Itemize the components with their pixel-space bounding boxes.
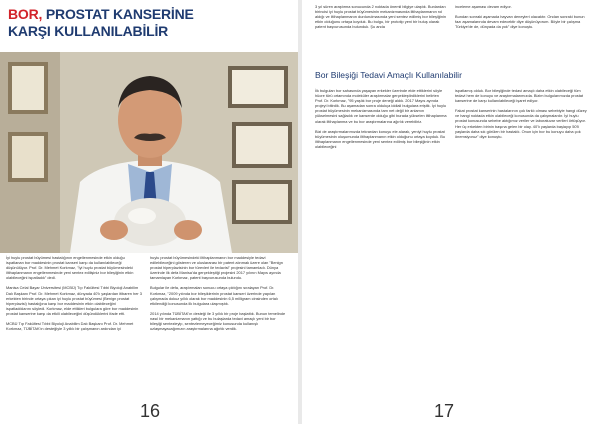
certificate-paper: [12, 66, 44, 110]
paragraph: Fakat prostat kanserinin hastalarının çok farklı olması sebebiyle hangi düzey ve hangi noktada etkin olabileceği konusunda da çalışmalardır. İyi huylu prostat konusunda sebebe aktığımız veriler ve laboratuvar verileri örtüşüyor. Her üç erkekten birinin başına gelen bir olay. 40'lı yaşlarda başlayıp 50'li yaşlarda daha sık görülen bir hastalık. Onun için bor bu konuyu daha çok önemsiyoruz" diye konuştu.: [455, 108, 587, 139]
paragraph: huylu prostat büyümesindeki iltihaplanmanın bor maddesiyle tedavi edilebileceğini gösteren ve uluslararası bir patent alınmak üzere olan "Benign prostat hiperplazisinin bor türevleri ile tedavisi" projesini tamamladı. Dünya üzerinde ilk defa Manisa'da gerçekleştiği projesini 2017 yılının Mayıs ayında tamamlayan Korkmaz, patent başvurusunda bulundu.: [150, 255, 283, 281]
title-rest: PROSTAT KANSERİNE KARŞI KULLANILABİLİR: [8, 6, 194, 39]
right-column-1-top: [315, 4, 447, 34]
right-hand: [174, 220, 202, 240]
paragraph: Bundan sonraki aşamada hayvan deneyleri olacaktır. Ondan sonraki bunun fazı aşamalarında devam edecektir diye düşünüyorum. Böyle bir çalışma Türkiye'de de, dünyada da yok" diye konuştu.: [455, 14, 585, 30]
right-column-1-bottom: [315, 88, 447, 154]
right-page: [302, 0, 600, 424]
left-column-1: [6, 255, 142, 336]
paragraph: Bulgular ile defa, araştırmaları sonucu ortaya çıktığını sıralayan Prof. Dr. Korkmaz, "2009 yılında bor bileşiklerinin prostat kanseri üzerinde yapılan çalışmada dokuz yıllık olarak bor maddesinin 6,5 milligram cinsinden ortalı etkilendiği konusunda ilk bulgulara ulaşmıştık.: [150, 285, 278, 306]
certificate-paper-2: [12, 136, 44, 178]
paragraph: 2014 yılında TÜBİTAK'ın desteği ile 3 yıllık bir proje başlattık. Bunun temelinde nasıl bir mekanizmanın yattığı ve bu bulaşlarda tedavi amaçlı yeni bir bor bileşiği sentezleyip, sentezlemeyeceğimiz konusunda kullanışlı uzlaşmayacağımızın araştırmalarına ağırlık verdik.: [150, 310, 286, 332]
right-column-2-top: [455, 4, 591, 34]
certificate-paper-5: [236, 184, 288, 220]
paragraph: 3 yıl süren araştırma sonucunda 2 noktada önemli bilgiye ulaştık. Bunlardan birincisi iyi huylu prostat büyümesinin mekanizmasında iltihaplanmanın rol aldığı ve iltihaplanmanın durdurulmasında yeni sentez edilmiş bor bileşiğinin etkin olduğunu ortaya koyduk. Bu bulgu, bir prototip yeni bir buluş olarak patent başvurusunda bulunduk. Şu anda: [315, 4, 447, 30]
mineral-highlight: [128, 208, 156, 224]
paragraph: MCBÜ Tıp Fakültesi Tıbbi Biyoloji Anabilim Dalı Başkanı Prof. Dr. Mehmet Korkmaz, TÜBİTAK'ın desteğiyle 3 yıllık bir çalışmanın ardından iyi: [6, 321, 134, 332]
page-number: 16: [140, 401, 161, 421]
certificate-paper-4: [236, 126, 288, 164]
paragraph: inceleme aşaması devam ediyor.: [455, 4, 512, 9]
paragraph: ispatlamış olduk. Bor bileşiğinde tedavi amaçlı daha etkin olabileceği tüm tedavi hem de konuyu ve araştırmalarımızda. Bizim bulgularımızda prostat kanserine de karşı kullanılabileceği işaret ediyor.: [455, 88, 584, 104]
certificate-paper-3: [232, 70, 284, 104]
left-column-2: [150, 255, 288, 336]
paragraph: İyi huylu prostat büyümesi hastalığının engellenmesinde etkin olduğu ispatlanan bor maddesinin prostat kanseri karşı da kullanılabileceği düşünülüyor. Prof. Dr. Mehmet Korkmaz, "İyi huylu prostat büyümesindeki iltihaplanmanın engellenmesinde yeni sentez edilişiniz bor bileşiğinin etkin olabileceğini ispatladık" dedi.: [6, 255, 134, 281]
left-page: [0, 0, 298, 424]
title-keyword: BOR,: [8, 6, 43, 22]
paragraph: Manisa Celal Bayar Üniversitesi (MCBÜ) Tıp Fakültesi Tıbbi Biyoloji Anabilim Dalı Başkanı Prof. Dr. Mehmet Korkmaz, dünyada 40'lı yaşlardan itibaren her 3 erkekten birinde ortaya çıkan iyi huylu prostat büyümesi (Benign prostat hiperplazisi) hastalığına karşı bor maddesinin etkin olabileceğini ispatladıklarını söyledi. Korkmaz, elde ettikleri bulgulara göre bor maddesinin prostat kanserine karşı da etkili olabileceğini düşündüklerini ifade etti.: [6, 285, 142, 316]
article-photo: [0, 52, 298, 253]
section-subheading: Bor Bileşiği Tedavi Amaçlı Kullanılabilir: [315, 70, 462, 80]
right-column-2-bottom: [455, 88, 591, 144]
article-title: [8, 6, 218, 40]
page-number: 17: [434, 401, 455, 421]
portrait-illustration: [0, 52, 298, 253]
paragraph: İlk bulguları bor sahasında yaşayan erkekler üzerinde elde ettiklerini söyle hücre türü ortamında moleküler araştırmalar gerçekleştirdiklerini belirten Prof. Dr. Korkmaz, "95 yaşlık bor proje deneği aldık. 2017 Mayıs ayında projeyi bitirdik. Bu aşamadan sonra oldukça iddiali bulgulara eriştik. İyi huylu prostat büyümesinin mekanizmasında tam net değil bir anlamın yükselmesini sağladık ve kanserde olduğu gibi burada yükselen iltihaplanma olarak iltihaplanma ve bu bor araştırmalarına ağırlık verebiliriz.: [315, 88, 447, 124]
paragraph: Bizi de araştırmalarımızda tekrardan konuyu ele alarak, yeniyi huylu prostat büyümesinin oluşumunda iltihaplanmanın etkin olduğunu ortaya koyduk. Bu iltihaplanmanın engellenmesinde yeni sentez edilmiş bor bileşiğinin etkin olabileceğini: [315, 128, 445, 149]
left-hand: [100, 220, 128, 240]
